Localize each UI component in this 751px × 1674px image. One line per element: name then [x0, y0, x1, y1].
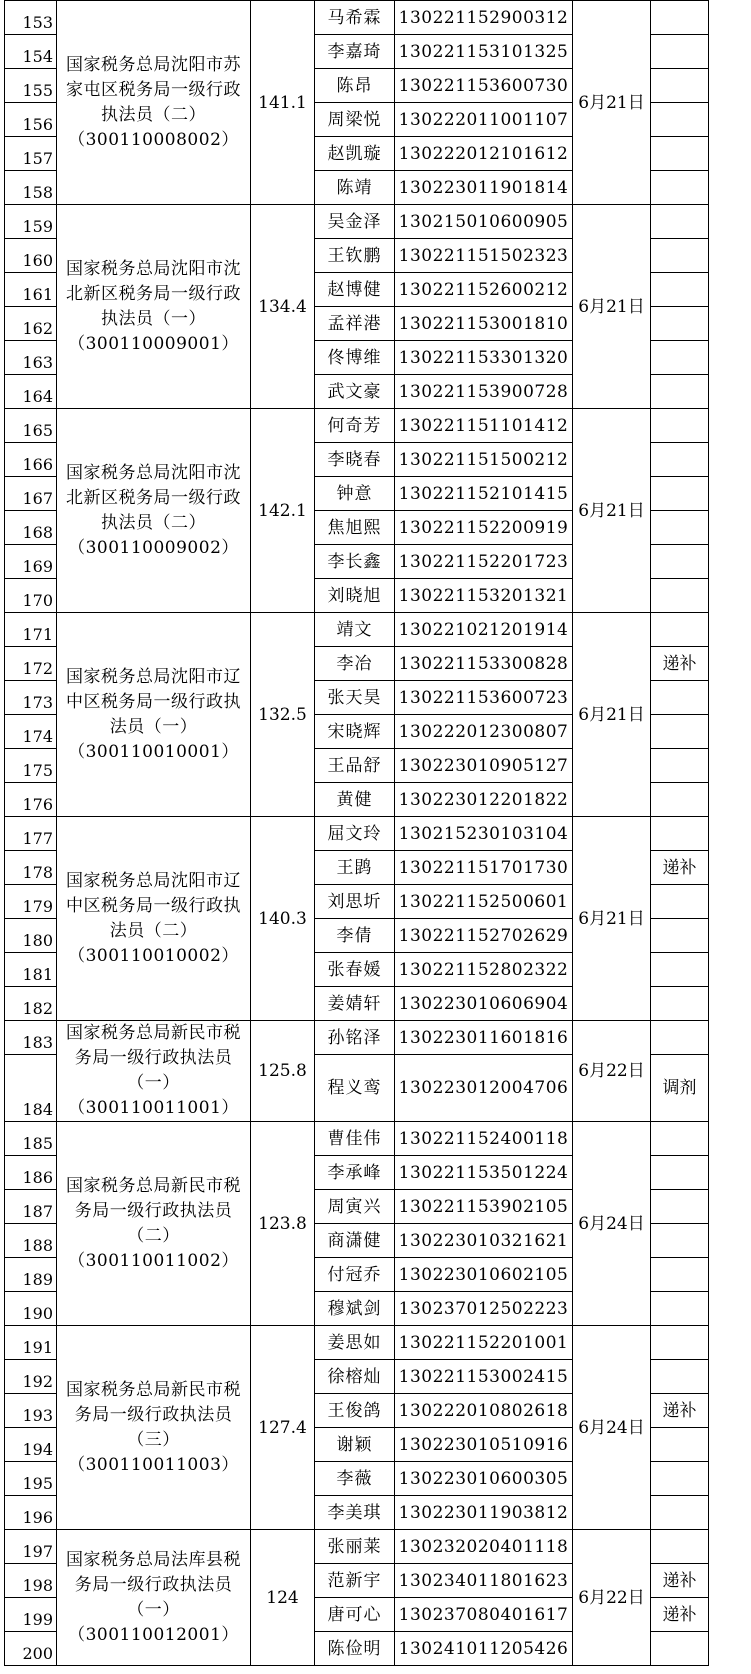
candidate-name: 何奇芳: [315, 409, 395, 443]
note-cell: [651, 919, 709, 953]
admission-id: 130221152500601: [395, 885, 573, 919]
admission-id: 130221151500212: [395, 443, 573, 477]
row-index: 195: [5, 1462, 57, 1496]
candidate-name: 靖文: [315, 613, 395, 647]
candidate-name: 王俊鸽: [315, 1394, 395, 1428]
table-row: [5, 817, 709, 851]
admission-id: 130223012201822: [395, 783, 573, 817]
note-cell: [651, 1360, 709, 1394]
note-cell: [651, 749, 709, 783]
position-line: （一）: [127, 1073, 180, 1093]
position-line: （300110009002）: [68, 537, 239, 558]
admission-id: 130223010321621: [395, 1224, 573, 1258]
note-cell: [651, 1224, 709, 1258]
position-line: （三）: [127, 1429, 180, 1450]
table-row: [5, 409, 709, 443]
row-index: 167: [5, 477, 57, 511]
candidate-name: 张春媛: [315, 953, 395, 987]
position-line: 北新区税务局一级行政: [66, 487, 241, 508]
admission-id: 130221153600730: [395, 69, 573, 103]
row-index: 200: [5, 1632, 57, 1666]
note-cell: [651, 1530, 709, 1564]
date-cell: 6月24日: [573, 1326, 651, 1530]
candidate-name: 王鹍: [315, 851, 395, 885]
admission-id: 130223010602105: [395, 1258, 573, 1292]
row-index: 174: [5, 715, 57, 749]
position-line: （300110010002）: [68, 945, 239, 966]
date-cell: 6月21日: [573, 613, 651, 817]
candidate-name: 徐榕灿: [315, 1360, 395, 1394]
position-cell: [57, 1122, 251, 1326]
note-cell: [651, 579, 709, 613]
row-index: 190: [5, 1292, 57, 1326]
row-index: 197: [5, 1530, 57, 1564]
position-line: （300110008002）: [68, 129, 239, 150]
row-index: 180: [5, 919, 57, 953]
admission-id: 130221152702629: [395, 919, 573, 953]
candidate-name: 商潇健: [315, 1224, 395, 1258]
position-line: 务局一级行政执法员: [74, 1048, 233, 1068]
candidate-name: 刘思圻: [315, 885, 395, 919]
row-index: 168: [5, 511, 57, 545]
row-index: 178: [5, 851, 57, 885]
table-row: [5, 1530, 709, 1564]
candidate-name: 王钦鹏: [315, 239, 395, 273]
score-cell: 132.5: [251, 613, 315, 817]
note-cell: [651, 409, 709, 443]
date-cell: 6月22日: [573, 1530, 651, 1666]
row-index: 161: [5, 273, 57, 307]
row-index: 183: [5, 1021, 57, 1055]
admission-id: 130221152400118: [395, 1122, 573, 1156]
note-cell: [651, 1258, 709, 1292]
candidate-name: 付冠乔: [315, 1258, 395, 1292]
position-line: 北新区税务局一级行政: [66, 283, 241, 304]
note-cell: [651, 545, 709, 579]
admission-id: 130221152101415: [395, 477, 573, 511]
date-cell: 6月21日: [573, 817, 651, 1021]
note-cell: 递补: [651, 1394, 709, 1428]
candidate-name: 吴金泽: [315, 205, 395, 239]
admission-id: 130221152201723: [395, 545, 573, 579]
position-line: 法员（二）: [109, 920, 198, 941]
note-cell: [651, 885, 709, 919]
admission-id: 130221153201321: [395, 579, 573, 613]
score-cell: 125.8: [251, 1021, 315, 1122]
note-cell: [651, 1496, 709, 1530]
row-index: 182: [5, 987, 57, 1021]
note-cell: [651, 613, 709, 647]
note-cell: [651, 817, 709, 851]
position-line: （300110012001）: [68, 1624, 239, 1645]
row-index: 158: [5, 171, 57, 205]
admission-id: 130223010606904: [395, 987, 573, 1021]
row-index: 156: [5, 103, 57, 137]
row-index: 181: [5, 953, 57, 987]
note-cell: [651, 715, 709, 749]
row-index: 196: [5, 1496, 57, 1530]
admission-id: 130237012502223: [395, 1292, 573, 1326]
candidate-name: 佟博维: [315, 341, 395, 375]
row-index: 157: [5, 137, 57, 171]
candidate-name: 唐可心: [315, 1598, 395, 1632]
note-cell: [651, 443, 709, 477]
row-index: 193: [5, 1394, 57, 1428]
note-cell: [651, 307, 709, 341]
row-index: 184: [5, 1055, 57, 1122]
candidate-name: 马希霖: [315, 1, 395, 35]
note-cell: 递补: [651, 647, 709, 681]
admission-id: 130222011001107: [395, 103, 573, 137]
row-index: 188: [5, 1224, 57, 1258]
candidate-name: 焦旭熙: [315, 511, 395, 545]
row-index: 198: [5, 1564, 57, 1598]
position-line: 国家税务总局新民市税: [66, 1379, 241, 1400]
candidate-name: 李嘉琦: [315, 35, 395, 69]
note-cell: [651, 1632, 709, 1666]
row-index: 191: [5, 1326, 57, 1360]
admission-id: 130221152201001: [395, 1326, 573, 1360]
note-cell: 递补: [651, 851, 709, 885]
position-line: 务局一级行政执法员: [74, 1200, 233, 1221]
row-index: 179: [5, 885, 57, 919]
date-cell: 6月21日: [573, 205, 651, 409]
note-cell: [651, 1462, 709, 1496]
admission-id: 130223011903812: [395, 1496, 573, 1530]
admission-id: 130223011901814: [395, 171, 573, 205]
position-line: 国家税务总局法库县税: [66, 1549, 241, 1570]
row-index: 153: [5, 1, 57, 35]
row-index: 171: [5, 613, 57, 647]
row-index: 166: [5, 443, 57, 477]
score-cell: 142.1: [251, 409, 315, 613]
note-cell: [651, 1021, 709, 1055]
position-line: 国家税务总局沈阳市辽: [66, 666, 241, 687]
position-line: （一）: [127, 1599, 180, 1620]
position-line: 法员（一）: [109, 716, 198, 737]
row-index: 177: [5, 817, 57, 851]
date-cell: 6月21日: [573, 409, 651, 613]
candidate-name: 赵博健: [315, 273, 395, 307]
admission-id: 130221153600723: [395, 681, 573, 715]
candidate-name: 李美琪: [315, 1496, 395, 1530]
admission-id: 130221153501224: [395, 1156, 573, 1190]
note-cell: [651, 1156, 709, 1190]
candidate-name: 陈昂: [315, 69, 395, 103]
candidate-name: 张丽莱: [315, 1530, 395, 1564]
row-index: 170: [5, 579, 57, 613]
candidate-name: 赵凯璇: [315, 137, 395, 171]
position-line: 中区税务局一级行政执: [66, 691, 241, 712]
row-index: 175: [5, 749, 57, 783]
position-line: 中区税务局一级行政执: [66, 895, 241, 916]
note-cell: [651, 477, 709, 511]
admission-id: 130215230103104: [395, 817, 573, 851]
row-index: 163: [5, 341, 57, 375]
admission-id: 130221153001810: [395, 307, 573, 341]
position-line: （300110010001）: [68, 741, 239, 762]
admission-id: 130223010905127: [395, 749, 573, 783]
candidate-name: 李倩: [315, 919, 395, 953]
candidate-name: 李冶: [315, 647, 395, 681]
position-line: 执法员（二）: [101, 512, 206, 533]
row-index: 185: [5, 1122, 57, 1156]
admission-id: 130221153002415: [395, 1360, 573, 1394]
candidate-name: 王品舒: [315, 749, 395, 783]
note-cell: [651, 35, 709, 69]
candidate-name: 屈文玲: [315, 817, 395, 851]
note-cell: [651, 953, 709, 987]
candidate-name: 武文豪: [315, 375, 395, 409]
row-index: 189: [5, 1258, 57, 1292]
note-cell: [651, 1122, 709, 1156]
admission-id: 130221021201914: [395, 613, 573, 647]
note-cell: [651, 681, 709, 715]
date-cell: 6月24日: [573, 1122, 651, 1326]
candidate-name: 张天昊: [315, 681, 395, 715]
note-cell: [651, 137, 709, 171]
admission-id: 130222012300807: [395, 715, 573, 749]
candidate-name: 陈俭明: [315, 1632, 395, 1666]
admission-id: 130215010600905: [395, 205, 573, 239]
position-line: （二）: [127, 1225, 180, 1246]
row-index: 176: [5, 783, 57, 817]
note-cell: [651, 1326, 709, 1360]
candidate-name: 姜婧轩: [315, 987, 395, 1021]
row-index: 164: [5, 375, 57, 409]
row-index: 162: [5, 307, 57, 341]
position-line: 执法员（二）: [101, 104, 206, 125]
note-cell: 递补: [651, 1598, 709, 1632]
admission-id: 130241011205426: [395, 1632, 573, 1666]
table-row: [5, 205, 709, 239]
score-cell: 127.4: [251, 1326, 315, 1530]
position-line: 国家税务总局新民市税: [66, 1175, 241, 1196]
candidate-name: 李长鑫: [315, 545, 395, 579]
row-index: 192: [5, 1360, 57, 1394]
row-index: 199: [5, 1598, 57, 1632]
table-row: [5, 1326, 709, 1360]
table-row: [5, 613, 709, 647]
row-index: 165: [5, 409, 57, 443]
admission-id: 130221151701730: [395, 851, 573, 885]
table-row: [5, 1122, 709, 1156]
admission-id: 130223012004706: [395, 1055, 573, 1122]
admission-id: 130232020401118: [395, 1530, 573, 1564]
candidate-name: 李晓春: [315, 443, 395, 477]
note-cell: 递补: [651, 1564, 709, 1598]
position-line: （300110009001）: [68, 333, 239, 354]
candidate-name: 宋晓辉: [315, 715, 395, 749]
position-line: 国家税务总局沈阳市辽: [66, 870, 241, 891]
note-cell: [651, 1428, 709, 1462]
note-cell: [651, 1190, 709, 1224]
position-line: 家屯区税务局一级行政: [66, 79, 241, 100]
position-cell: [57, 817, 251, 1021]
candidate-name: 李薇: [315, 1462, 395, 1496]
candidate-name: 范新宇: [315, 1564, 395, 1598]
admission-id: 130222010802618: [395, 1394, 573, 1428]
row-index: 159: [5, 205, 57, 239]
position-cell: [57, 1530, 251, 1666]
row-index: 173: [5, 681, 57, 715]
row-index: 194: [5, 1428, 57, 1462]
admission-id: 130223010600305: [395, 1462, 573, 1496]
candidate-name: 周寅兴: [315, 1190, 395, 1224]
row-index: 186: [5, 1156, 57, 1190]
note-cell: 调剂: [651, 1055, 709, 1122]
date-cell: 6月21日: [573, 1, 651, 205]
position-line: （300110011002）: [68, 1250, 239, 1271]
note-cell: [651, 103, 709, 137]
score-cell: 124: [251, 1530, 315, 1666]
position-cell: [57, 409, 251, 613]
admission-id: 130221151101412: [395, 409, 573, 443]
position-cell: [57, 1021, 251, 1122]
position-line: 国家税务总局沈阳市沈: [66, 258, 241, 279]
table-row: [5, 1021, 709, 1055]
admission-id: 130221153902105: [395, 1190, 573, 1224]
row-index: 187: [5, 1190, 57, 1224]
position-cell: [57, 1326, 251, 1530]
position-cell: [57, 205, 251, 409]
note-cell: [651, 205, 709, 239]
candidate-table: [4, 0, 709, 1666]
candidate-name: 陈靖: [315, 171, 395, 205]
admission-id: 130223011601816: [395, 1021, 573, 1055]
candidate-name: 谢颖: [315, 1428, 395, 1462]
admission-id: 130234011801623: [395, 1564, 573, 1598]
score-cell: 140.3: [251, 817, 315, 1021]
admission-id: 130237080401617: [395, 1598, 573, 1632]
note-cell: [651, 171, 709, 205]
note-cell: [651, 987, 709, 1021]
admission-id: 130221152600212: [395, 273, 573, 307]
row-index: 160: [5, 239, 57, 273]
candidate-name: 周梁悦: [315, 103, 395, 137]
candidate-name: 黄健: [315, 783, 395, 817]
table-row: [5, 1, 709, 35]
candidate-name: 孙铭泽: [315, 1021, 395, 1055]
candidate-name: 穆斌剑: [315, 1292, 395, 1326]
note-cell: [651, 375, 709, 409]
row-index: 172: [5, 647, 57, 681]
candidate-name: 曹佳伟: [315, 1122, 395, 1156]
position-line: 国家税务总局新民市税: [66, 1023, 241, 1043]
score-cell: 123.8: [251, 1122, 315, 1326]
candidate-name: 程义鸾: [315, 1055, 395, 1122]
position-cell: [57, 1, 251, 205]
position-line: （300110011003）: [68, 1454, 239, 1475]
note-cell: [651, 273, 709, 307]
note-cell: [651, 239, 709, 273]
admission-id: 130221152200919: [395, 511, 573, 545]
admission-id: 130221153301320: [395, 341, 573, 375]
score-cell: 141.1: [251, 1, 315, 205]
position-line: （300110011001）: [68, 1098, 239, 1118]
note-cell: [651, 69, 709, 103]
position-line: 执法员（一）: [101, 308, 206, 329]
candidate-name: 钟意: [315, 477, 395, 511]
candidate-name: 刘晓旭: [315, 579, 395, 613]
position-line: 国家税务总局沈阳市沈: [66, 462, 241, 483]
position-cell: [57, 613, 251, 817]
admission-id: 130221153300828: [395, 647, 573, 681]
admission-id: 130222012101612: [395, 137, 573, 171]
position-line: 国家税务总局沈阳市苏: [66, 54, 241, 75]
admission-id: 130223010510916: [395, 1428, 573, 1462]
note-cell: [651, 1292, 709, 1326]
admission-id: 130221153101325: [395, 35, 573, 69]
position-line: 务局一级行政执法员: [74, 1404, 233, 1425]
row-index: 169: [5, 545, 57, 579]
admission-id: 130221151502323: [395, 239, 573, 273]
note-cell: [651, 341, 709, 375]
date-cell: 6月22日: [573, 1021, 651, 1122]
note-cell: [651, 1, 709, 35]
admission-id: 130221152900312: [395, 1, 573, 35]
candidate-name: 李承峰: [315, 1156, 395, 1190]
admission-id: 130221152802322: [395, 953, 573, 987]
admission-id: 130221153900728: [395, 375, 573, 409]
score-cell: 134.4: [251, 205, 315, 409]
note-cell: [651, 511, 709, 545]
candidate-name: 孟祥港: [315, 307, 395, 341]
row-index: 155: [5, 69, 57, 103]
note-cell: [651, 783, 709, 817]
position-line: 务局一级行政执法员: [74, 1574, 233, 1595]
candidate-name: 姜思如: [315, 1326, 395, 1360]
row-index: 154: [5, 35, 57, 69]
table-body: [5, 1, 709, 1666]
